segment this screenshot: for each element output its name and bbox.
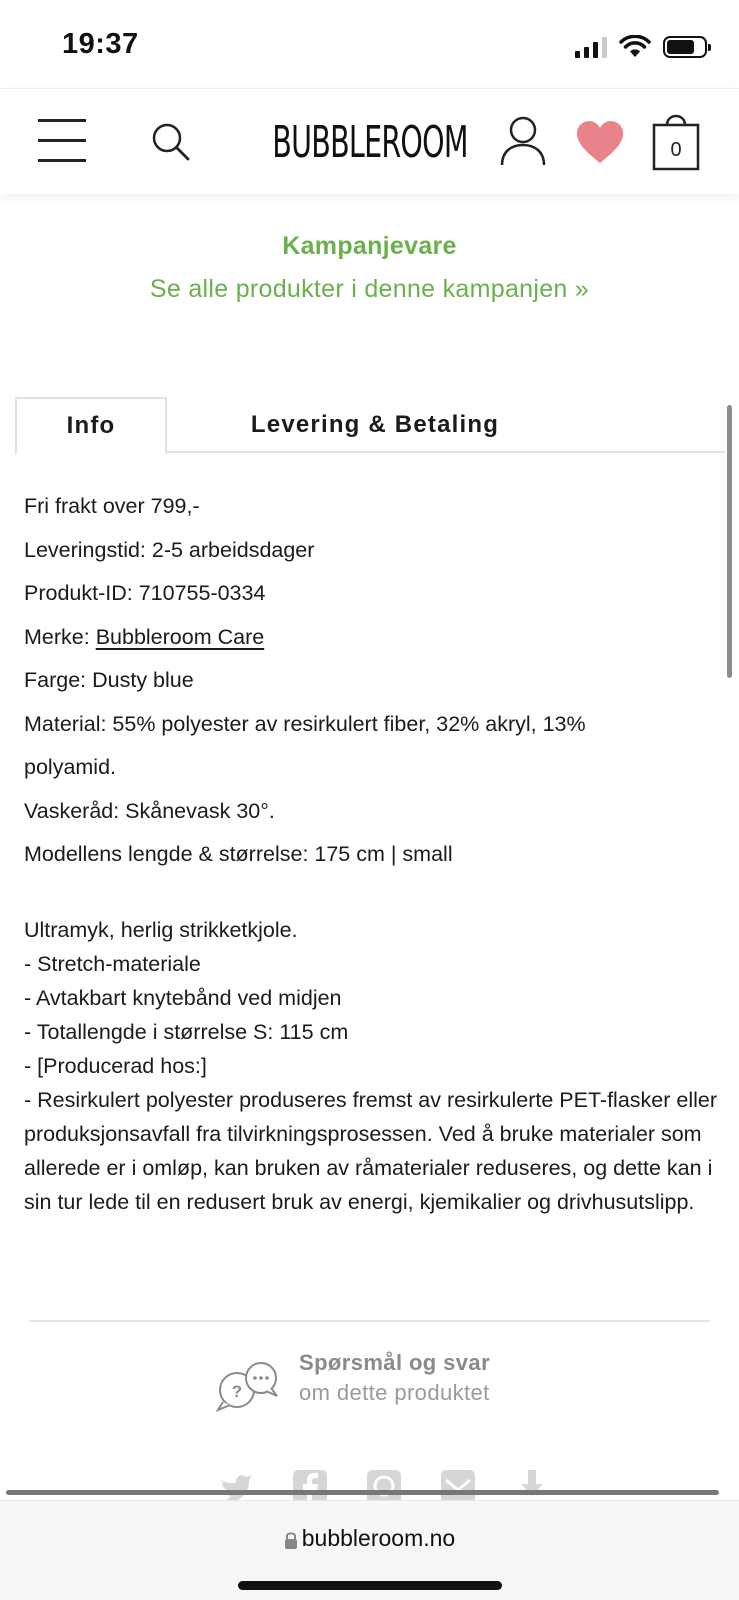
material-text-line2: polyamid. bbox=[24, 755, 117, 779]
email-icon[interactable] bbox=[440, 1468, 476, 1500]
info-panel bbox=[24, 485, 714, 877]
qa-subtitle: om dette produktet bbox=[299, 1380, 490, 1405]
cellular-signal-icon bbox=[575, 36, 607, 58]
cart-icon[interactable] bbox=[652, 109, 700, 171]
free-shipping-text: Fri frakt over 799,- bbox=[24, 494, 200, 518]
material-text-line1: Material: 55% polyester av resirkulert fiber, 32% akryl, 13% bbox=[24, 711, 586, 736]
description-intro: Ultramyk, herlig strikketkjole. bbox=[24, 918, 298, 942]
delivery-time-text: Leveringstid: 2-5 arbeidsdager bbox=[24, 537, 315, 562]
twitter-icon[interactable] bbox=[218, 1468, 254, 1500]
facebook-icon[interactable] bbox=[292, 1468, 328, 1500]
description-bullet: - Resirkulert polyester produseres fremst av resirkulerte PET-flasker eller produksjonsavfall fra tilvirkningsprosessen. Ved å bruke materialer som allerede er i omløp, kan bruken av råmaterialer reduseres, og dette kan i sin tur lede til en redusert bruk av energi, kjemikalier og drivhusutslipp. bbox=[24, 1088, 717, 1214]
brand-logo[interactable]: BUBBLEROOM bbox=[272, 116, 468, 168]
care-text: Vaskeråd: Skånevask 30°. bbox=[24, 798, 275, 823]
status-icons bbox=[575, 34, 707, 60]
svg-text:?: ? bbox=[231, 1382, 243, 1401]
color-text: Farge: Dusty blue bbox=[24, 668, 194, 692]
battery-icon bbox=[663, 36, 707, 58]
tab-info[interactable]: Info bbox=[15, 397, 167, 455]
product-description bbox=[24, 913, 724, 1219]
download-icon[interactable] bbox=[514, 1468, 550, 1500]
browser-url-bar bbox=[0, 1500, 739, 1600]
scrollbar[interactable] bbox=[727, 405, 732, 678]
description-bullet: - [Producerad hos:] bbox=[24, 1054, 207, 1078]
chat-bubbles-icon bbox=[215, 1358, 281, 1414]
model-size-text: Modellens lengde & størrelse: 175 cm | small bbox=[24, 842, 453, 866]
pinterest-icon[interactable] bbox=[366, 1468, 402, 1500]
search-icon[interactable] bbox=[150, 121, 192, 163]
home-indicator[interactable] bbox=[238, 1581, 502, 1590]
description-bullet: - Totallengde i størrelse S: 115 cm bbox=[24, 1020, 349, 1044]
divider bbox=[29, 1320, 710, 1322]
campaign-section bbox=[0, 232, 739, 304]
lock-icon bbox=[284, 1531, 298, 1549]
product-tabs bbox=[15, 397, 725, 453]
description-bullet: - Avtakbart knytebånd ved midjen bbox=[24, 986, 342, 1010]
url-text: bubbleroom.no bbox=[301, 1525, 456, 1551]
heart-icon[interactable] bbox=[575, 119, 625, 165]
brand-row bbox=[24, 616, 714, 660]
status-bar bbox=[0, 0, 739, 88]
url-field[interactable] bbox=[0, 1525, 739, 1552]
horizontal-scrollbar[interactable] bbox=[6, 1490, 719, 1495]
tab-shipping-payment[interactable]: Levering & Betaling bbox=[250, 411, 500, 438]
site-header bbox=[0, 88, 739, 194]
campaign-link[interactable]: Se alle produkter i denne kampanjen » bbox=[149, 275, 590, 303]
status-time: 19:37 bbox=[62, 28, 139, 60]
description-bullet: - Stretch-materiale bbox=[24, 952, 201, 976]
campaign-title: Kampanjevare bbox=[282, 232, 457, 260]
qa-section[interactable] bbox=[215, 1350, 575, 1414]
brand-label: Merke: bbox=[24, 624, 96, 649]
brand-link[interactable]: Bubbleroom Care bbox=[95, 624, 265, 649]
share-row bbox=[218, 1468, 558, 1500]
wifi-icon bbox=[619, 35, 651, 59]
product-id-text: Produkt-ID: 710755-0334 bbox=[24, 581, 266, 605]
cart-count: 0 bbox=[670, 139, 682, 161]
user-icon[interactable] bbox=[500, 115, 546, 167]
menu-icon[interactable] bbox=[38, 117, 86, 163]
qa-title: Spørsmål og svar bbox=[299, 1350, 491, 1375]
